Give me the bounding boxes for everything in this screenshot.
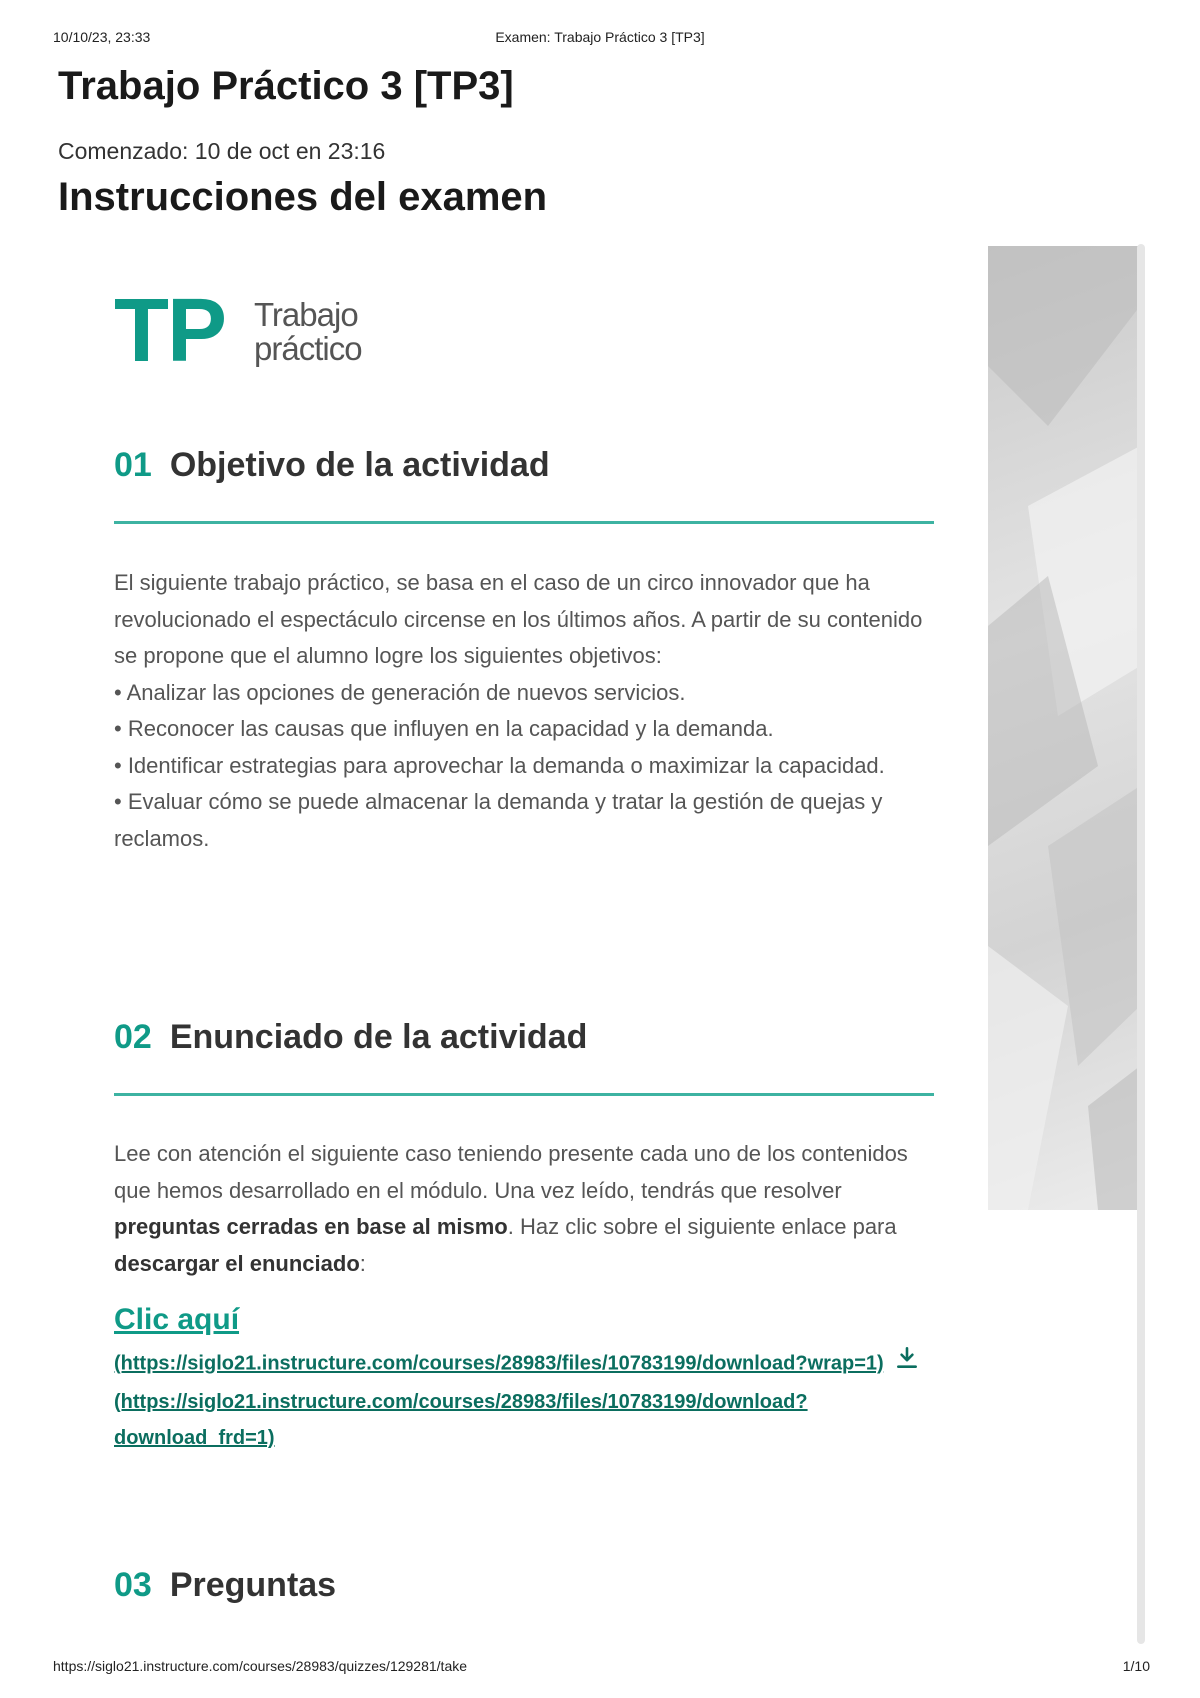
section-01-heading: [114, 446, 934, 485]
tp-logo-letters: TP: [114, 281, 226, 381]
section-title: Objetivo de la actividad: [169, 446, 550, 484]
statement-part: Lee con atención el siguiente caso teniendo presente cada uno de los contenidos que hemos desarrollado en el módulo. Una vez leído, tendrás que resolver: [114, 1141, 908, 1203]
objective-bullet: • Reconocer las causas que influyen en la capacidad y la demanda.: [114, 716, 774, 741]
objective-bullet: • Analizar las opciones de generación de nuevos servicios.: [114, 679, 686, 705]
objective-intro: El siguiente trabajo práctico, se basa en el caso de un circo innovador que ha revolucionado el espectáculo circense en los últimos años. A partir de su contenido se propone que el alumno logre los siguientes objetivos:: [114, 570, 923, 668]
section-divider: [114, 1093, 934, 1096]
print-url: https://siglo21.instructure.com/courses/28983/quizzes/129281/take: [53, 1658, 468, 1674]
started-timestamp: Comenzado: 10 de oct en 23:16: [58, 138, 386, 164]
download-urls: [114, 1345, 934, 1457]
statement-bold: descargar el enunciado: [114, 1250, 360, 1276]
objective-text: [114, 565, 934, 857]
download-url-direct[interactable]: (https://siglo21.instructure.com/courses/28983/files/10783199/download?download_frd=1): [114, 1390, 808, 1449]
download-icon[interactable]: [894, 1345, 920, 1384]
objective-bullet: • Evaluar cómo se puede almacenar la demanda y tratar la gestión de quejas y reclamos.: [114, 789, 883, 851]
print-datetime: 10/10/23, 23:33: [53, 29, 151, 45]
decorative-side-image: [988, 246, 1140, 1210]
section-number: 03: [114, 1566, 152, 1604]
section-number: 01: [114, 446, 152, 484]
section-02-heading: [114, 1018, 934, 1057]
download-url-wrap[interactable]: (https://siglo21.instructure.com/courses/28983/files/10783199/download?wrap=1): [114, 1352, 884, 1375]
statement-part: :: [359, 1250, 366, 1276]
statement-bold: preguntas cerradas en base al mismo: [114, 1214, 508, 1239]
statement-part: . Haz clic sobre el siguiente enlace para: [507, 1214, 897, 1239]
section-title: Preguntas: [169, 1566, 337, 1604]
page-title: Trabajo Práctico 3 [TP3]: [58, 64, 514, 108]
print-page-number: 1/10: [1122, 1658, 1150, 1674]
section-number: 02: [114, 1018, 152, 1056]
statement-text: [114, 1136, 934, 1282]
tp-logo-word-1: Trabajo: [254, 296, 358, 333]
section-03-heading: [114, 1566, 934, 1605]
section-title: Enunciado de la actividad: [169, 1018, 588, 1056]
instructions-heading: Instrucciones del examen: [58, 175, 548, 219]
download-link[interactable]: Clic aquí: [114, 1303, 240, 1336]
objective-bullet: • Identificar estrategias para aprovechar la demanda o maximizar la capacidad.: [114, 752, 885, 778]
tp-logo-word-2: práctico: [254, 330, 362, 367]
scrollbar[interactable]: [1137, 244, 1145, 1644]
section-divider: [114, 521, 934, 524]
print-page-title: Examen: Trabajo Práctico 3 [TP3]: [495, 29, 705, 45]
